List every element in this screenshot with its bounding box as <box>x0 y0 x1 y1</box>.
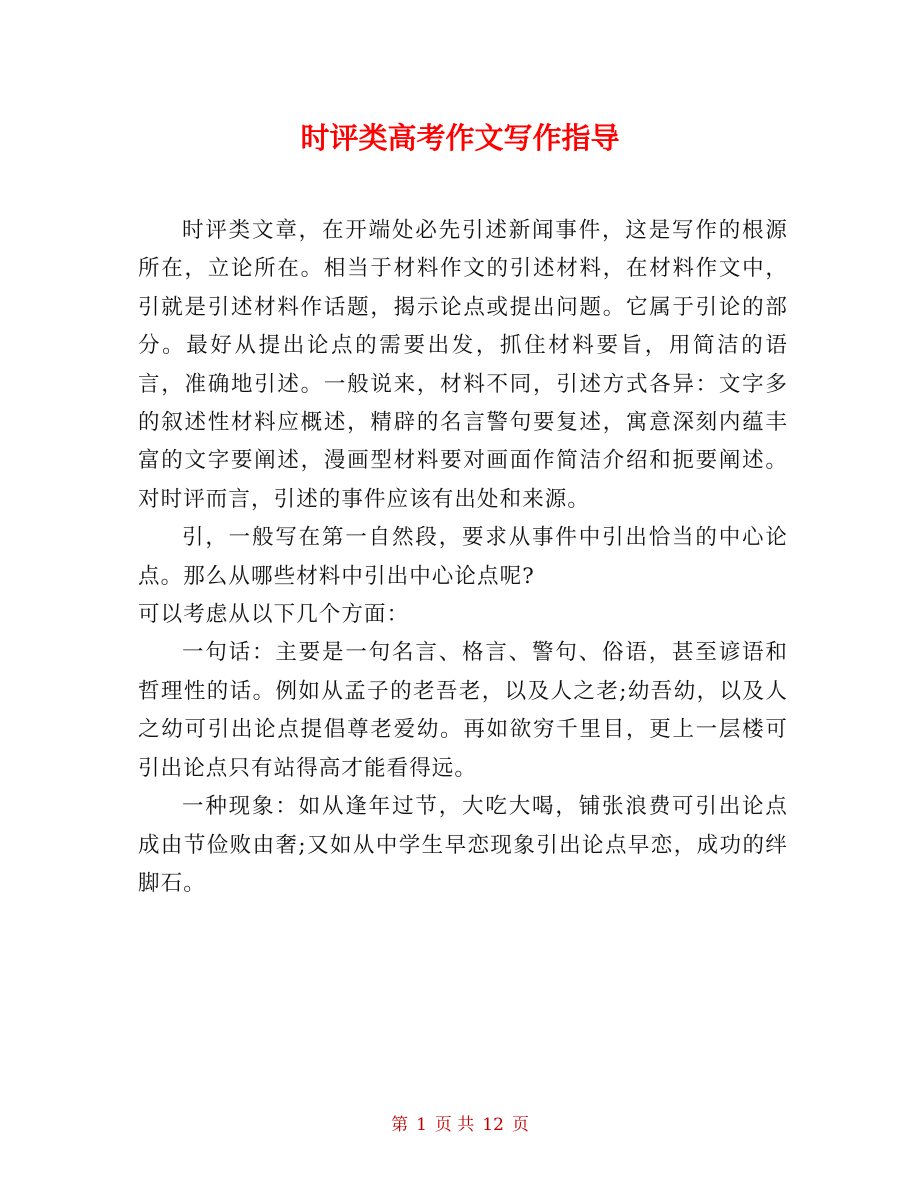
footer-label-of: 页 共 <box>434 1115 475 1135</box>
footer-label-page: 第 <box>391 1115 409 1135</box>
paragraph-one-sentence: 一句话：主要是一句名言、格言、警句、俗语，甚至谚语和哲理性的话。例如从孟子的老吾老，以及人之老;幼吾幼，以及人之幼可引出论点提倡尊老爱幼。再如欲穷千里目，更上一层楼可引出论点只有站得高才能看得远。 <box>138 640 788 781</box>
paragraph-aspects-lead: 可以考虑从以下几个方面： <box>138 602 410 628</box>
paragraph-intro: 时评类文章，在开端处必先引述新闻事件，这是写作的根源所在，立论所在。相当于材料作文的引述材料，在材料作文中，引就是引述材料作话题，揭示论点或提出问题。它属于引论的部分。最好从提出论点的需要出发，抓住材料要旨，用简洁的语言，准确地引述。一般说来，材料不同，引述方式各异：文字多的叙述性材料应概述，精辟的名言警句要复述，寓意深刻内蕴丰富的文字要阐述，漫画型材料要对画面作简洁介绍和扼要阐述。对时评而言，引述的事件应该有出处和来源。 <box>138 218 788 512</box>
document-body <box>138 212 788 903</box>
paragraph-yin: 引，一般写在第一自然段，要求从事件中引出恰当的中心论点。那么从哪些材料中引出中心论点呢? <box>138 525 788 589</box>
paragraph-one-phenomenon: 一种现象：如从逢年过节，大吃大喝，铺张浪费可引出论点成由节俭败由奢;又如从中学生早恋现象引出论点早恋，成功的绊脚石。 <box>138 794 788 896</box>
page-footer <box>0 1112 920 1138</box>
footer-label-end: 页 <box>511 1115 529 1135</box>
document-title: 时评类高考作文写作指导 <box>300 121 620 155</box>
footer-total-pages: 12 <box>482 1115 504 1135</box>
footer-current-page: 1 <box>416 1115 427 1135</box>
